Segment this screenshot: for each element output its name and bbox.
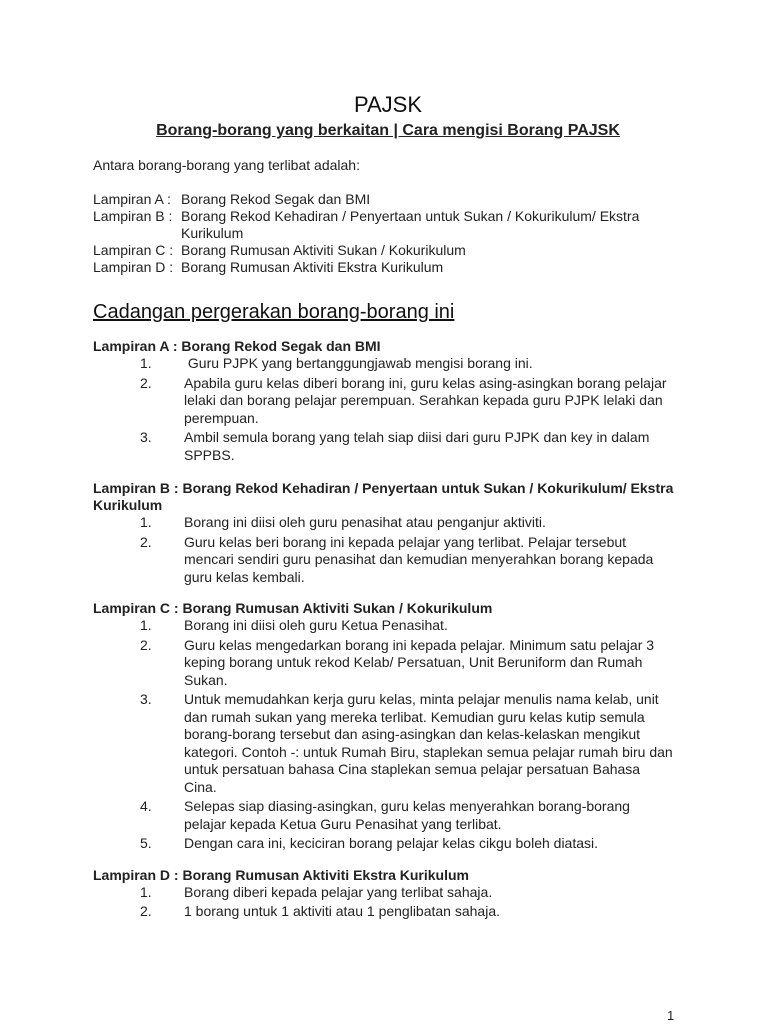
list-item <box>93 884 683 902</box>
item-number: 2. <box>140 374 152 391</box>
item-text: 1 borang untuk 1 aktiviti atau 1 penglibatan sahaja. <box>184 903 501 919</box>
item-number: 5. <box>140 835 152 851</box>
lampiran-value: Borang Rumusan Aktiviti Ekstra Kurikulum <box>181 259 444 275</box>
lampiran-d-heading: Lampiran D : Borang Rumusan Aktiviti Ekstra Kurikulum <box>93 866 469 883</box>
item-text: Untuk memudahkan kerja guru kelas, minta pelajar menulis nama kelab, unit dan rumah sukan yang mereka terlibat. Kemudian guru kelas kutip semula borang-borang tersebut dan asing-asingkan dan kelas-kelaskan mengikut kategori. Contoh -: untuk Rumah Biru, staplekan semua pelajar rumah biru dan untuk persatuan bahasa Cina staplekan semua pelajar persatuan Bahasa Cina. <box>184 691 673 795</box>
item-text: Guru PJPK yang bertanggungjawab mengisi borang ini. <box>184 355 533 371</box>
lampiran-a-steps <box>93 355 683 464</box>
item-text: Apabila guru kelas diberi borang ini, guru kelas asing-asingkan borang pelajar lelaki dan borang pelajar perempuan. Serahkan kepada guru PJPK lelaki dan perempuan. <box>184 374 667 426</box>
item-number: 1. <box>140 514 152 530</box>
lampiran-key: Lampiran A : <box>93 191 171 207</box>
lampiran-d-steps <box>93 884 683 921</box>
list-item <box>93 637 683 690</box>
lampiran-value: Borang Rekod Segak dan BMI <box>181 191 371 207</box>
lampiran-c-steps <box>93 617 683 853</box>
document-page <box>93 92 683 923</box>
lampiran-b-block <box>93 480 683 586</box>
list-item <box>93 617 683 635</box>
item-number: 2. <box>140 533 152 550</box>
document-subtitle: Borang-borang yang berkaitan | Cara mengisi Borang PAJSK <box>156 122 620 139</box>
list-item <box>93 375 683 428</box>
item-number: 1. <box>140 883 152 900</box>
list-item <box>93 691 683 796</box>
lampiran-c-heading: Lampiran C : Borang Rumusan Aktiviti Sukan / Kokurikulum <box>93 600 493 616</box>
lampiran-a-block <box>93 338 683 464</box>
item-number: 3. <box>140 691 152 707</box>
lampiran-a-heading: Lampiran A : Borang Rekod Segak dan BMI <box>93 338 381 354</box>
item-text: Guru kelas mengedarkan borang ini kepada pelajar. Minimum satu pelajar 3 keping borang untuk rekod Kelab/ Persatuan, Unit Beruniform dan Rumah Sukan. <box>184 636 655 688</box>
page-number: 1 <box>667 1008 675 1023</box>
list-item <box>93 798 683 833</box>
item-text: Selepas siap diasing-asingkan, guru kelas menyerahkan borang-borang pelajar kepada Ketua Guru Penasihat yang terlibat. <box>184 798 630 832</box>
item-text: Borang ini diisi oleh guru Ketua Penasihat. <box>184 617 448 633</box>
lampiran-value: Borang Rumusan Aktiviti Sukan / Kokurikulum <box>181 242 466 258</box>
lampiran-row <box>93 259 683 276</box>
lampiran-list <box>93 191 683 276</box>
item-number: 1. <box>140 617 152 633</box>
item-text: Borang ini diisi oleh guru penasihat atau penganjur aktiviti. <box>184 514 546 530</box>
lampiran-row <box>93 242 683 259</box>
item-text: Dengan cara ini, keciciran borang pelajar kelas cikgu boleh diatasi. <box>184 835 599 851</box>
list-item <box>93 835 683 853</box>
lampiran-key: Lampiran D : <box>93 259 174 275</box>
lampiran-row <box>93 191 683 208</box>
lampiran-c-block <box>93 600 683 853</box>
list-item <box>93 903 683 921</box>
lampiran-key: Lampiran B : <box>93 208 173 224</box>
lampiran-b-steps <box>93 514 683 586</box>
item-number: 2. <box>140 636 152 653</box>
item-number: 3. <box>140 429 152 445</box>
section-heading: Cadangan pergerakan borang-borang ini <box>93 301 455 323</box>
lampiran-value: Borang Rekod Kehadiran / Penyertaan untuk Sukan / Kokurikulum/ Ekstra Kurikulum <box>181 208 640 241</box>
lampiran-key: Lampiran C : <box>93 242 174 258</box>
item-text: Borang diberi kepada pelajar yang terlibat sahaja. <box>184 883 493 900</box>
list-item <box>93 429 683 464</box>
item-number: 1. <box>140 355 152 371</box>
document-title: PAJSK <box>353 92 423 117</box>
list-item <box>93 534 683 587</box>
intro-text: Antara borang-borang yang terlibat adalah: <box>93 157 360 173</box>
lampiran-b-heading: Lampiran B : Borang Rekod Kehadiran / Penyertaan untuk Sukan / Kokurikulum/ Ekstra Kurikulum <box>93 480 674 513</box>
lampiran-d-block <box>93 867 683 921</box>
item-number: 4. <box>140 798 152 814</box>
item-number: 2. <box>140 903 152 919</box>
lampiran-row <box>93 208 683 242</box>
list-item <box>93 355 683 373</box>
item-text: Guru kelas beri borang ini kepada pelajar yang terlibat. Pelajar tersebut mencari sendiri guru penasihat dan kemudian menyerahkan borang kepada guru kelas kembali. <box>184 533 654 585</box>
list-item <box>93 514 683 532</box>
item-text: Ambil semula borang yang telah siap diisi dari guru PJPK dan key in dalam SPPBS. <box>184 429 650 463</box>
